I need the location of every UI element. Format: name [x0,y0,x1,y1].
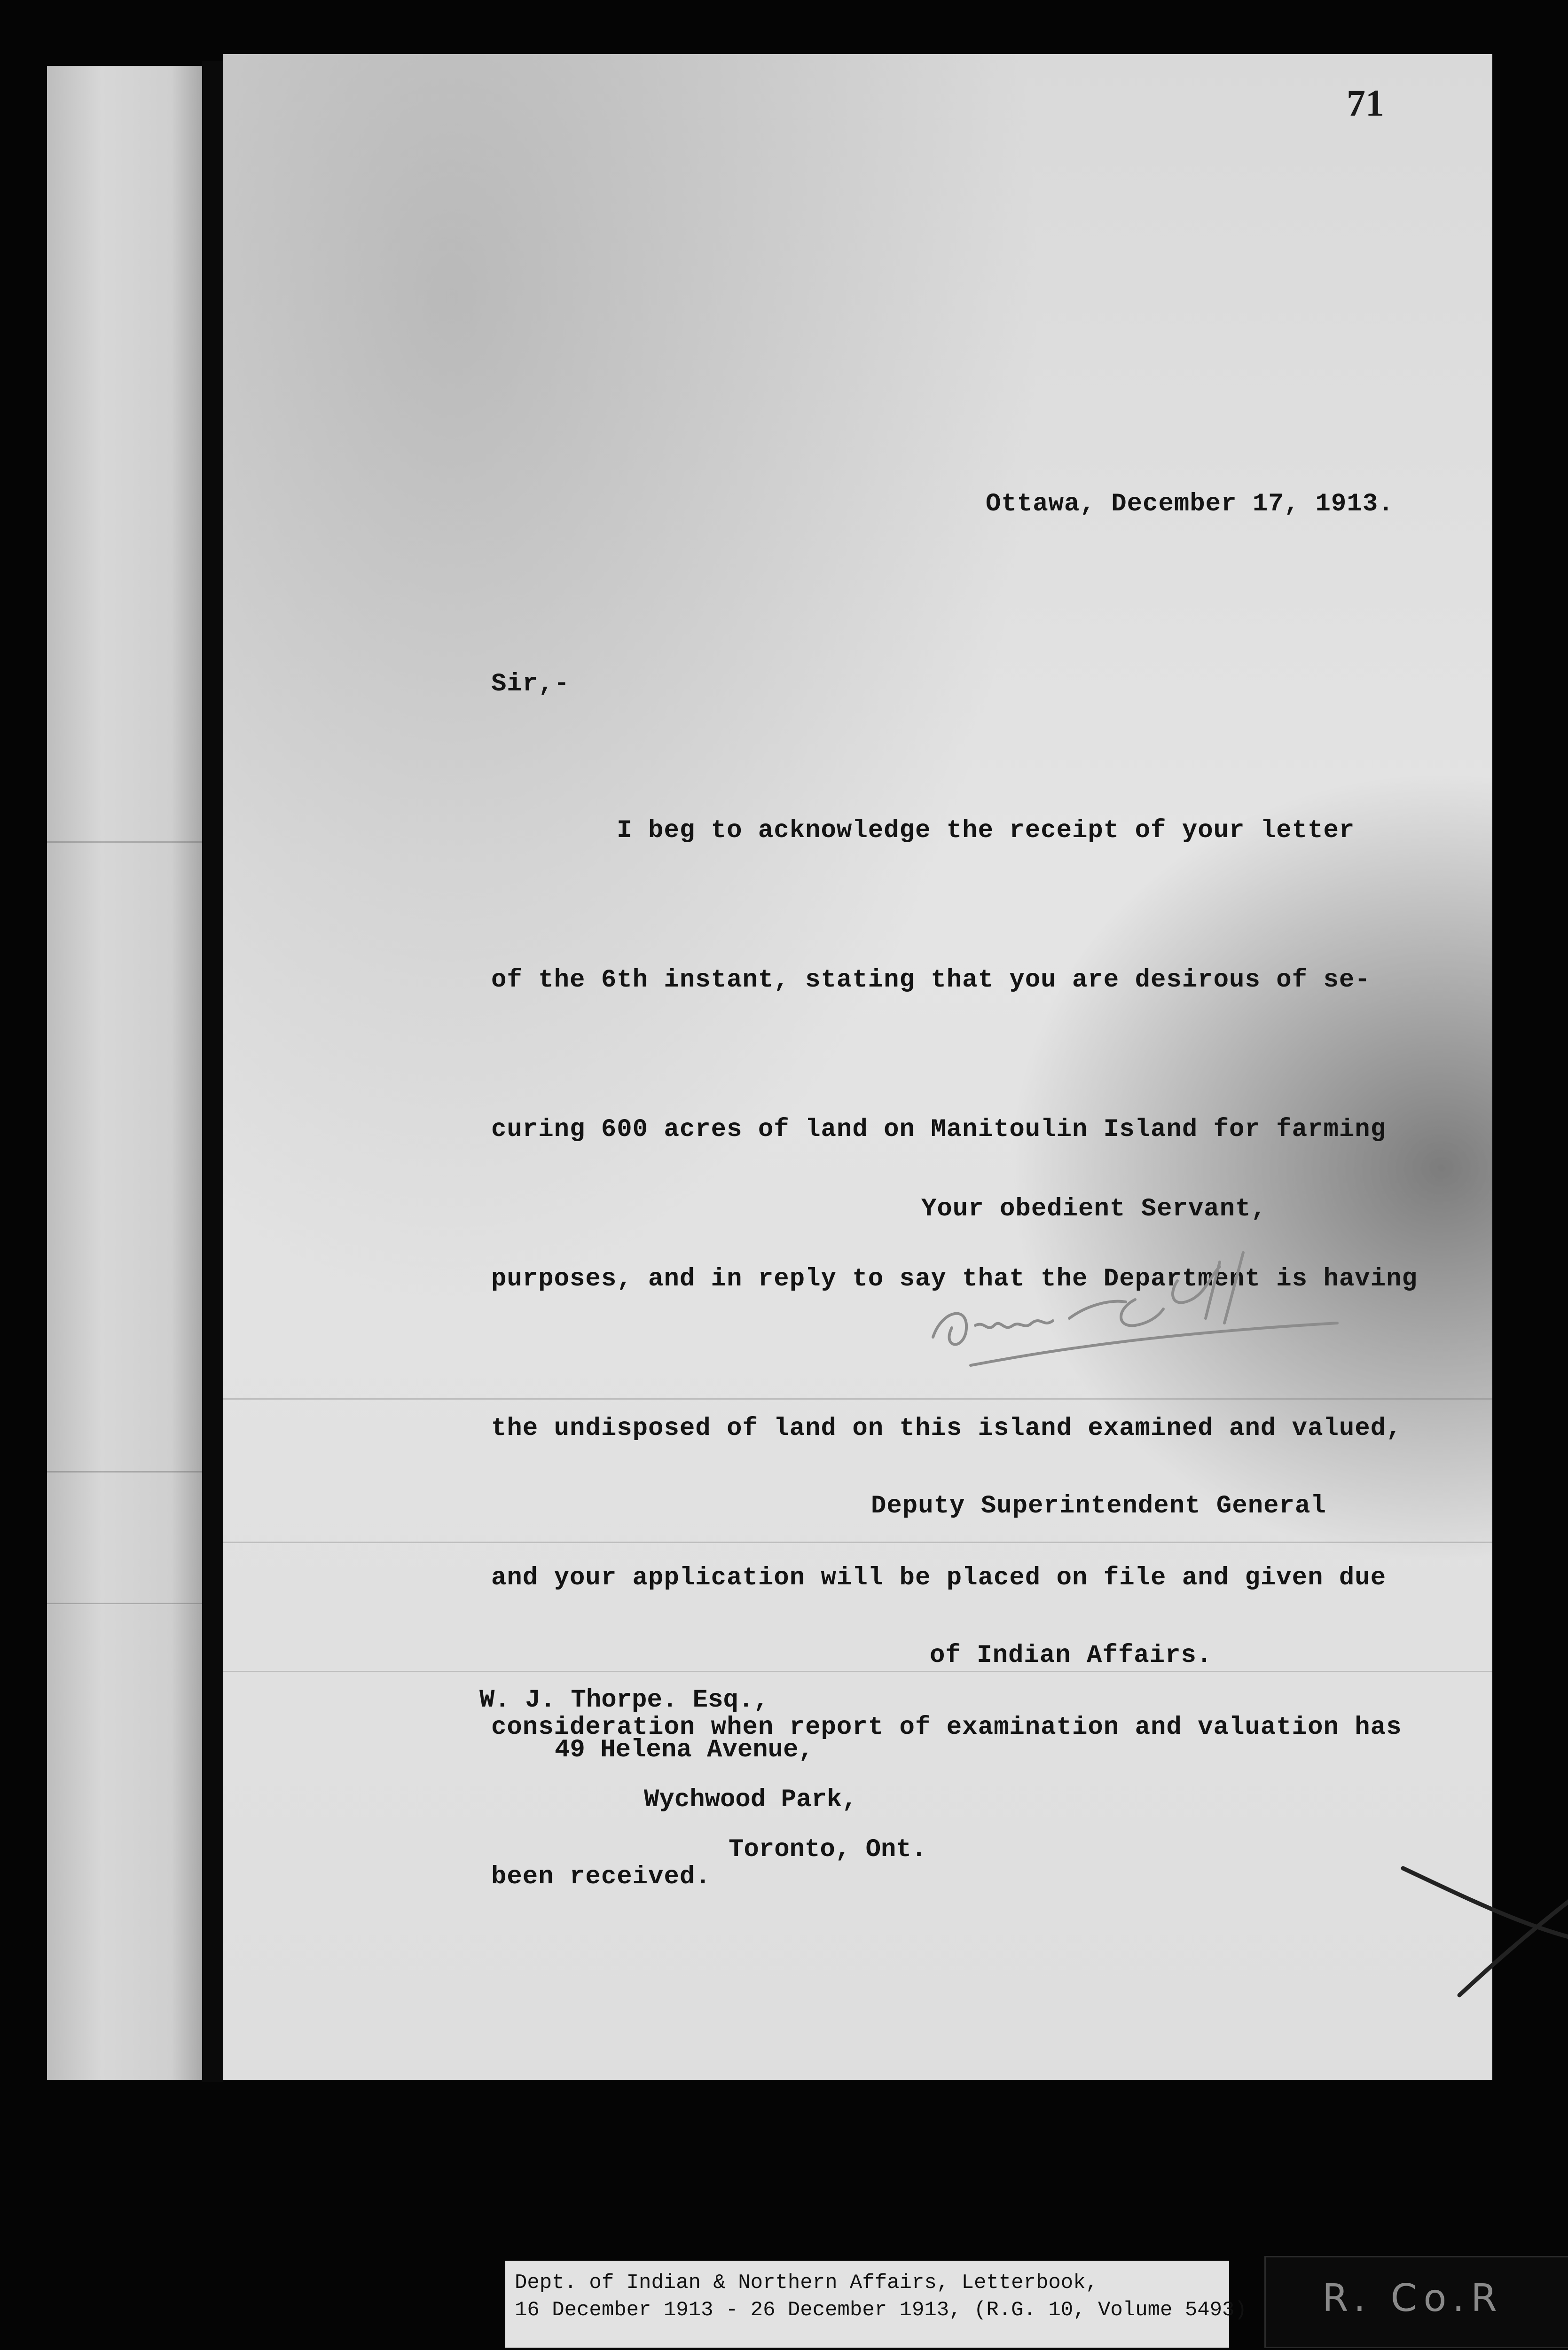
date-line: Ottawa, December 17, 1913. [986,490,1394,518]
pen-cross-mark [1389,1831,1568,2009]
catalogue-label [505,2261,1247,2348]
address-line: W. J. Thorpe. Esq., [479,1686,769,1715]
catalogue-label-line: 16 December 1913 - 26 December 1913, (R.G. 10, Volume 5493) [515,2298,1247,2322]
handwritten-tag-text: R. Co.R [1322,2276,1504,2320]
previous-page-edge [47,66,202,2080]
address-line: 49 Helena Avenue, [555,1736,814,1764]
closing: Your obedient Servant, [921,1195,1267,1223]
recipient-address [479,1676,926,1875]
signatory-title-line: of Indian Affairs. [930,1641,1213,1670]
body-line: the undisposed of land on this island examined and valued, [491,1414,1402,1443]
letter-page [223,54,1492,2080]
address-line: Toronto, Ont. [729,1835,927,1864]
handwritten-tag [1264,2256,1568,2348]
page-number: 71 [1347,83,1384,124]
book-spine [202,61,223,2082]
body-line: curing 600 acres of land on Manitoulin Island for farming [491,1115,1387,1144]
signatory-title [871,1382,1326,1780]
salutation: Sir,- [491,670,570,698]
body-line: I beg to acknowledge the receipt of your letter [491,816,1355,845]
body-line: consideration when report of examination and valuation has [491,1713,1402,1742]
signatory-title-line: Deputy Superintendent General [871,1492,1326,1520]
body-line: been received. [491,1863,711,1891]
handwritten-signature [914,1229,1365,1379]
body-line: of the 6th instant, stating that you are desirous of se- [491,966,1371,995]
body-line: and your application will be placed on file and given due [491,1564,1387,1592]
address-line: Wychwood Park, [644,1786,857,1814]
catalogue-label-line: Dept. of Indian & Northern Affairs, Letterbook, [515,2271,1098,2295]
body-line: purposes, and in reply to say that the Department is having [491,1265,1418,1293]
